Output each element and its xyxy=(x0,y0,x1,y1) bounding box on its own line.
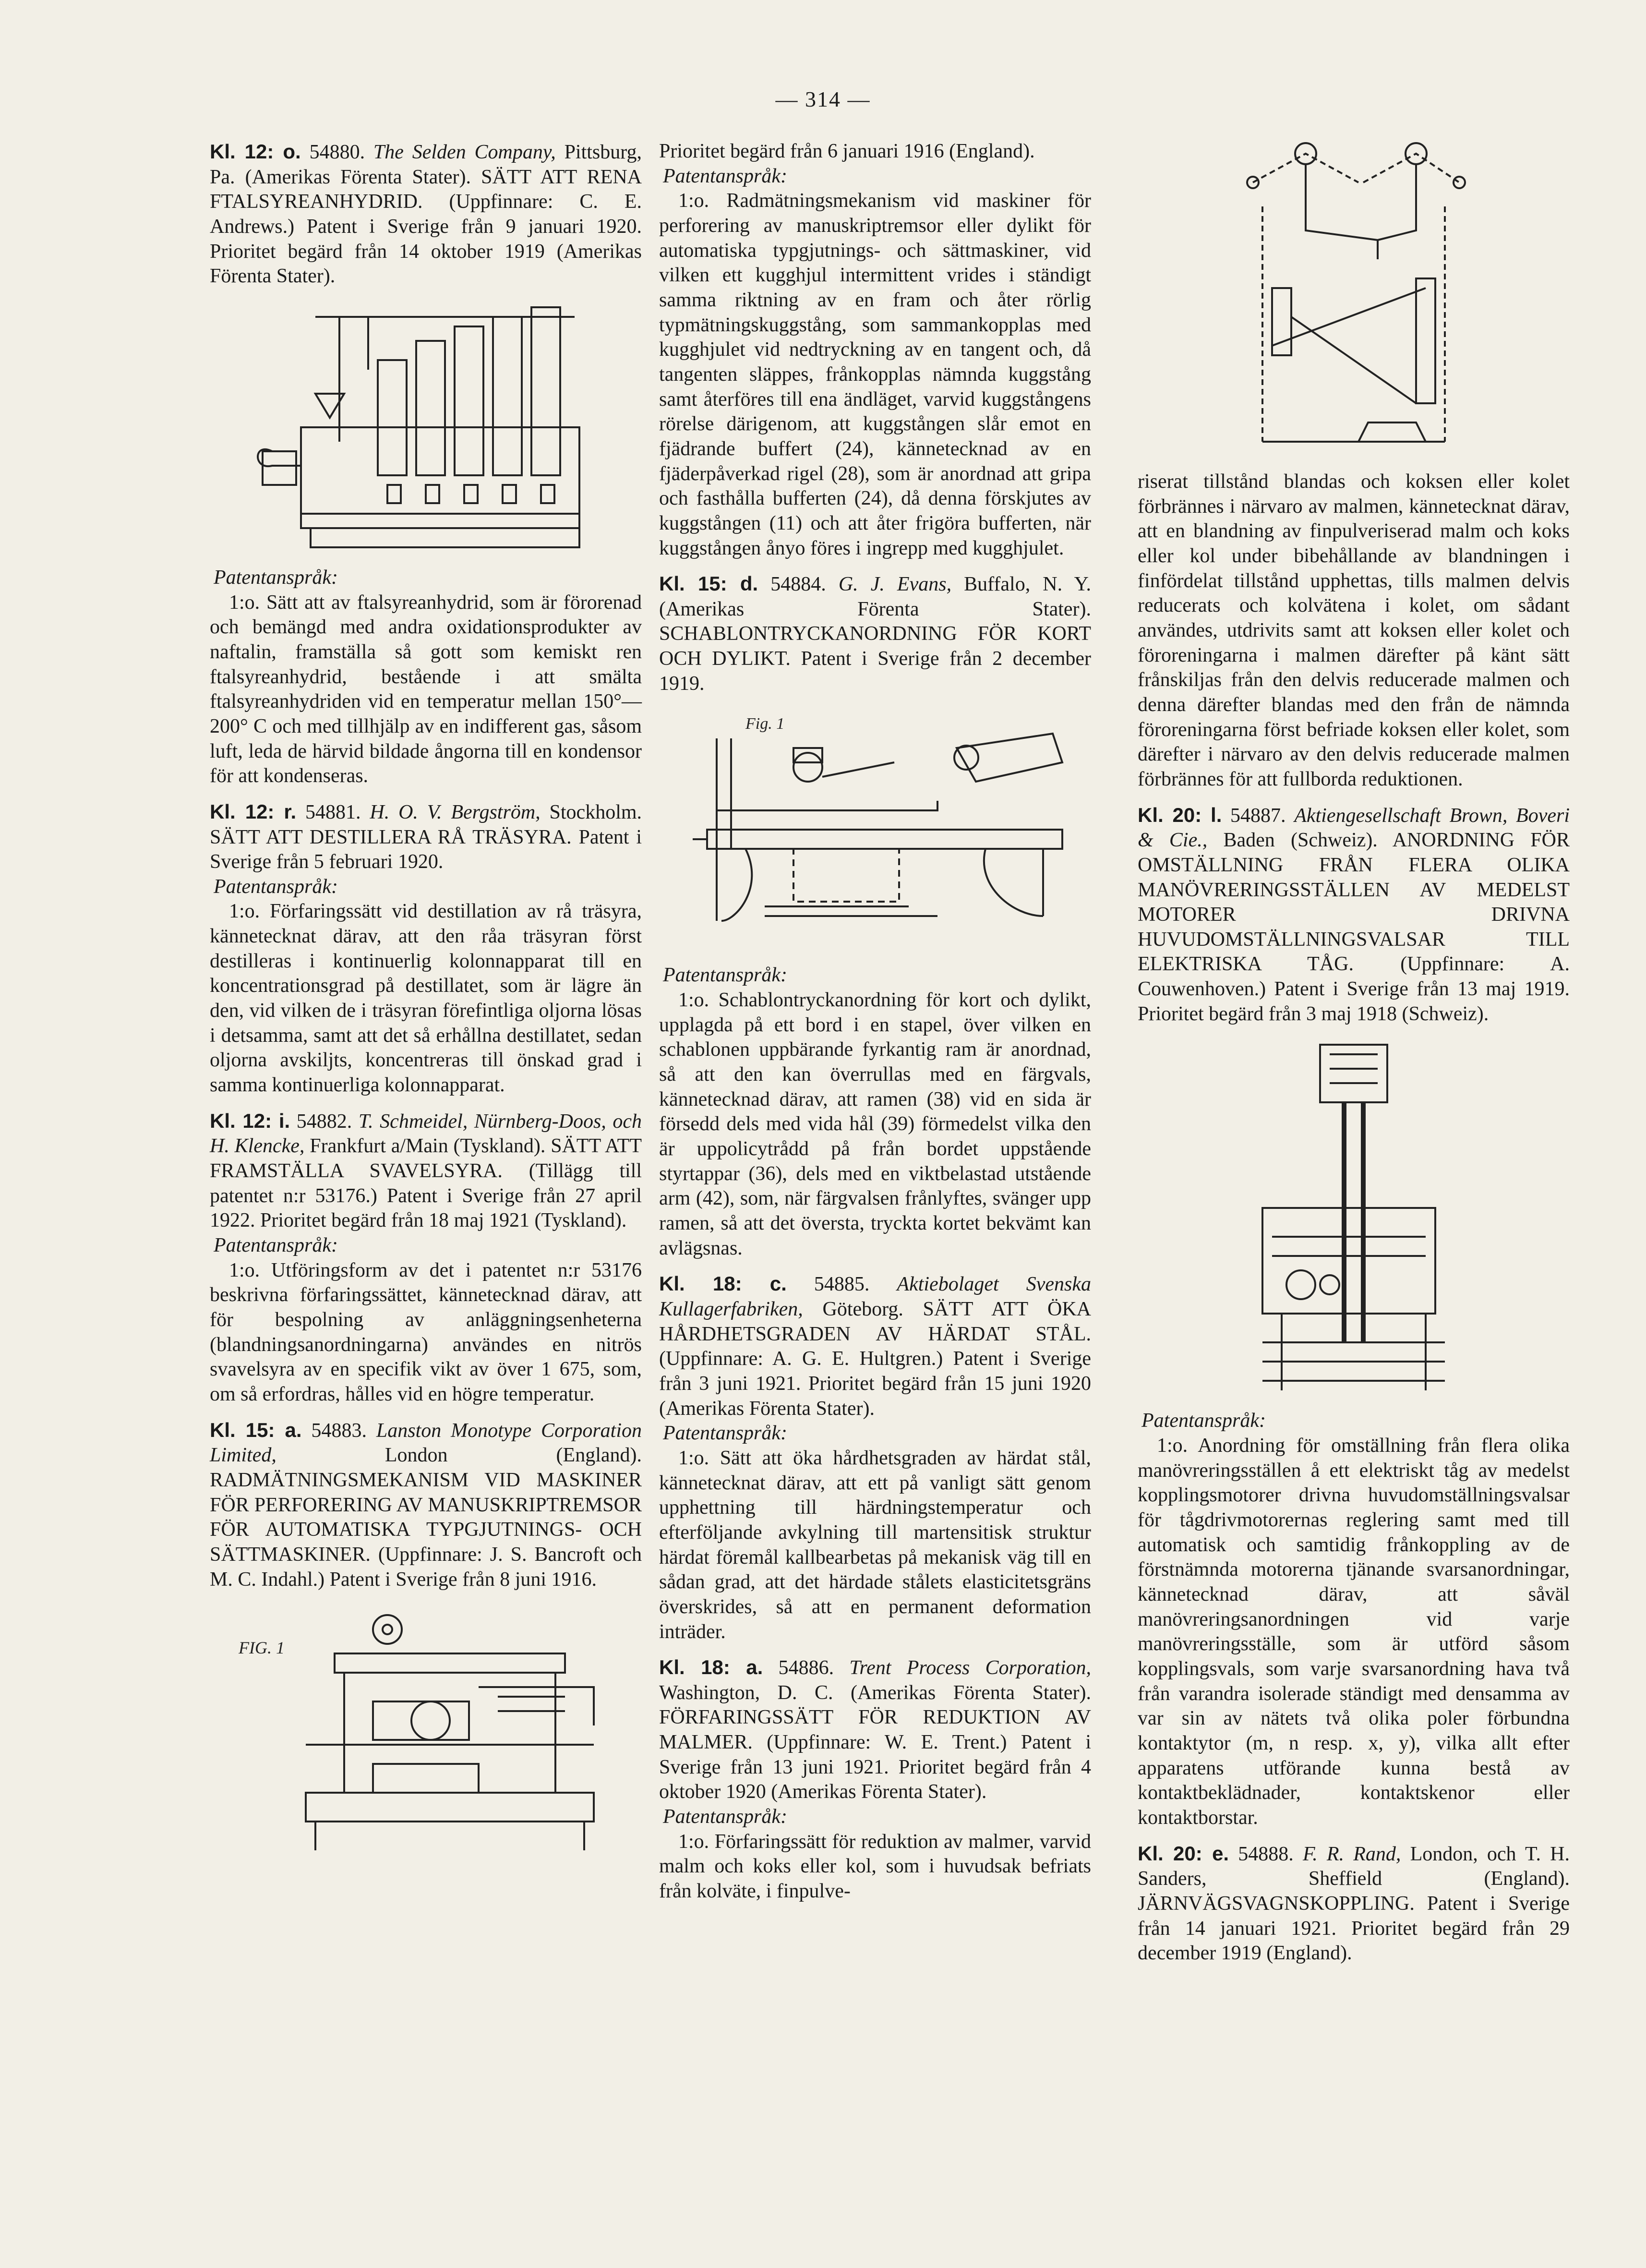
patent-number: 54886. xyxy=(778,1657,834,1679)
patent-class: Kl. 18: a. xyxy=(659,1656,763,1679)
patent-owner: Lanston Monotype Corporation Limited, xyxy=(210,1419,642,1467)
claims-label: Patentanspråk: xyxy=(663,1806,787,1828)
patent-details: Frankfurt a/Main (Tyskland). SÄTT ATT FRAMSTÄLLA SVAVELSYRA. (Tillägg till patentet n:r 53176.) Patent i Sverige från 27 april 1922. Prioritet begärd från 18 maj 1921 (Tyskland). xyxy=(210,1135,642,1232)
patent-details: Pittsburg, Pa. (Amerikas Förenta Stater). SÄTT ATT RENA FTALSYREANHYDRID. (Uppfinnare: C. E. Andrews.) Patent i Sverige från 9 januari 1920. Prioritet begärd från 14 oktober 1919 (Amerikas Förenta Stater). xyxy=(210,141,642,288)
patent-owner: Aktiengesellschaft Brown, Boveri & Cie., xyxy=(1138,804,1570,852)
patent-entry-54887 xyxy=(1138,803,1570,1831)
claims-label: Patentanspråk: xyxy=(663,964,787,987)
patent-entry-54886-continued xyxy=(1138,470,1570,792)
claim-text: 1:o. Förfaringssätt vid destillation av rå träsyra, kännetecknat därav, att den råa träsyran först destilleras i kontinuerlig kolonnapparat till en koncentrationsgrad på destillatet, som är lägre än den, vid vilken de i träsyran förefintliga oljorna lösas i detsamma, samt att det så erhållna destillatet, sedan oljorna avskiljts, koncentreras till önskad grad i samma kontinuerliga kolonnapparat. xyxy=(210,900,642,1097)
patent-details: Göteborg. SÄTT ATT ÖKA HÅRDHETSGRADEN AV HÄRDAT STÅL. (Uppfinnare: A. G. E. Hultgren.) Patent i Sverige från 3 juni 1921. Prioritet begärd från 15 juni 1920 (Amerikas Förenta Stater). xyxy=(659,1298,1092,1420)
claims-label: Patentanspråk: xyxy=(214,875,338,898)
patent-number: 54882. xyxy=(296,1110,352,1133)
patent-details: Stockholm. SÄTT ATT DESTILLERA RÅ TRÄSYRA. Patent i Sverige från 5 februari 1920. xyxy=(210,801,642,873)
claim-text: 1:o. Anordning för omställning från flera olika manövreringsställen å ett elektriskt tåg av medelst kopplingsmotorer drivna huvudomställningsvalsar för tågdrivmotorernas reglering samt med till automatisk och samtidig frånkoppling av de förstnämnda motorerna tjänande svarsanordningar, kännetecknad därav, att såväl manövreringsanordningen vid varje manövreringsställe, som är utförd såsom kopplingsvals, som varje svarsanordning hava två från varandra isolerade ständigt med densamma av var sin av nätets två olika poler förbundna kontaktytor (m, n resp. x, y), vilka allt efter apparatens utförande kunna bestå av kontaktbeklädnader, kontaktskenor eller kontaktborstar. xyxy=(1138,1435,1570,1829)
patent-number: 54887. xyxy=(1230,804,1286,827)
patent-class: Kl. 15: a. xyxy=(210,1418,302,1441)
column-middle xyxy=(659,139,1091,1915)
patent-entry-54886 xyxy=(659,1655,1091,1904)
priority-text: Prioritet begärd från 6 januari 1916 (England). xyxy=(659,140,1035,162)
claim-text: 1:o. Radmätningsmekanism vid maskiner för perforering av manuskriptremsor eller dylikt för automatiska typgjutnings- och sättmaskiner, vid vilken ett kugghjul intermittent vrides i ständigt samma riktning av en fram och åter rörlig typmätningskuggstång, som sammankopplas med kugghjulet vid nedtryckning av en tangent och, då tangenten släppes, frånkopplas nämnda kuggstång samt återföres till ena ändläget, varvid kuggstångens rörelse därigenom, att kuggstången slår emot en fjädrande buffert (24), kännetecknad av en fjäderpåverkad rigel (28), som är anordnad att gripa och fasthålla bufferten (24), då denna förskjutes av kuggstången (11) och att åter frigöra bufferten, när kuggstången ånyo föres i ingrepp med kugghjulet. xyxy=(659,190,1091,559)
claim-text: 1:o. Utföringsform av det i patentet n:r 53176 beskrivna förfaringssättet, kännetecknad därav, att för bespolning av anläggningsenheterna (blandningsanordningarna) användes en nitrös svavelsyra av en specifik vikt av över 1 675, som, om så erfordras, hålles vid en högre temperatur. xyxy=(210,1259,642,1405)
column-left xyxy=(210,139,642,1870)
patent-owner: H. O. V. Bergström, xyxy=(370,801,541,823)
patent-class: Kl. 20: l. xyxy=(1138,803,1222,826)
page-number: — 314 — xyxy=(775,87,871,111)
patent-class: Kl. 20: e. xyxy=(1138,1842,1229,1865)
patent-details: London (England). RADMÄTNINGSMEKANISM VID MASKINER FÖR PERFORERING AV MANUSKRIPTREMSOR FÖR AUTOMATISKA TYPGJUTNINGS- OCH SÄTTMASKINER. (Uppfinnare: J. S. Bancroft och M. C. Indahl.) Patent i Sverige från 8 juni 1916. xyxy=(210,1444,642,1591)
claim-text: 1:o. Schablontryckanordning för kort och dylikt, upplagda på ett bord i en stapel, över vilken en schablonen uppbärande fyrkantig ram är anordnad, så att den kan överrullas med en färgvals, kännetecknad därav, att ramen (38) vid en sida är försedd dels med vida hål (39) förmedelst vilka den är uppolicytrådd på från bordet uppstående styrtappar (36), dels med en viktbelastad utstående arm (42), som, när färgvalsen frånlyftes, svänger upp ramen, så att det översta, tryckta kortet bekvämt kan avlägsnas. xyxy=(659,989,1091,1259)
patent-number: 54880. xyxy=(309,141,365,163)
patent-owner: The Selden Company, xyxy=(373,141,556,163)
patent-entry-54880 xyxy=(210,139,642,789)
patent-class: Kl. 12: r. xyxy=(210,800,297,823)
figure-stencil-printing-device xyxy=(669,705,1081,954)
claim-continuation: riserat tillstånd blandas och koksen eller kolet förbrännes i närvaro av malmen, kännetecknat därav, att en blandning av finpulveriserad malm och koks eller kol under bibehållande av blandningen i finfördelat tillstånd upphettas, tills malmen delvis reducerats och kolvätena i kolet, om sådant användes, utdrivits samt att koksen eller kolet och föroreningarna i malmen därefter på känt sätt frånskiljas från den delvis reducerade malmen och denna därefter blandas med den från de nämnda föroreningarna först befriade koksen eller kolet, som därefter i närvaro av den delvis reducerade malmen förbrännes för att fullborda reduktionen. xyxy=(1138,470,1570,790)
patent-owner: T. Schmeidel, Nürnberg-Doos, och H. Klencke, xyxy=(210,1110,642,1158)
claims-label: Patentanspråk: xyxy=(663,165,787,187)
patent-entry-54888 xyxy=(1138,1841,1570,1966)
patent-number: 54888. xyxy=(1238,1843,1294,1865)
patent-class: Kl. 12: i. xyxy=(210,1109,290,1132)
claim-text: 1:o. Förfaringssätt för reduktion av malmer, varvid malm och koks eller kol, som i huvudsak befriats från kolväte, i finpulve- xyxy=(659,1830,1091,1903)
patent-owner: F. R. Rand, xyxy=(1302,1843,1401,1865)
patent-number: 54885. xyxy=(814,1273,870,1296)
figure-switching-arrangement xyxy=(1243,1035,1464,1400)
patent-entry-54884 xyxy=(659,571,1091,1261)
patent-class: Kl. 15: d. xyxy=(659,572,758,595)
patent-entry-54882 xyxy=(210,1109,642,1407)
claim-text: 1:o. Sätt att av ftalsyreanhydrid, som är förorenad och bemängd med andra oxidationsprodukter av naftalin, framställa så gott som kemiskt ren ftalsyreanhydrid, bestående i att smälta ftalsyreanhydriden vid en temperatur mellan 150°—200° C och med tillhjälp av en indifferent gas, såsom luft, leda de härvid bildade ångorna till en kondensor för att kondenseras. xyxy=(210,591,642,787)
figure-distillation-apparatus xyxy=(243,298,608,557)
figure-coupling-diagram xyxy=(1234,134,1474,461)
figure-row-measuring-mechanism xyxy=(229,1601,623,1860)
patent-details: Baden (Schweiz). ANORDNING FÖR OMSTÄLLNING FRÅN FLERA OLIKA MANÖVRERINGSSTÄLLEN AV MEDELST MOTORER DRIVNA HUVUDOMSTÄLLNINGSVALSAR TILL ELEKTRISKA TÅG. (Uppfinnare: A. Couwenhoven.) Patent i Sverige från 13 maj 1919. Prioritet begärd från 3 maj 1918 (Schweiz). xyxy=(1138,829,1570,1025)
column-right xyxy=(1138,134,1570,1977)
patent-owner: Trent Process Corporation, xyxy=(849,1657,1092,1679)
figure-label: FIG. 1 xyxy=(239,1638,285,1658)
patent-details: Buffalo, N. Y. (Amerikas Förenta Stater). SCHABLONTRYCKANORDNING FÖR KORT OCH DYLIKT. Patent i Sverige från 2 december 1919. xyxy=(659,573,1092,695)
patent-number: 54881. xyxy=(305,801,361,823)
patent-entry-54883 xyxy=(210,1418,642,1860)
patent-details: London, och T. H. Sanders, Sheffield (England). JÄRNVÄGSVAGNSKOPPLING. Patent i Sverige från 14 januari 1921. Prioritet begärd från 29 december 1919 (England). xyxy=(1138,1843,1570,1965)
patent-number: 54884. xyxy=(770,573,826,596)
claims-label: Patentanspråk: xyxy=(214,1234,338,1256)
patent-owner: Aktiebolaget Svenska Kullagerfabriken, xyxy=(659,1273,1091,1320)
patent-entry-54883-continued xyxy=(659,139,1091,561)
patent-owner: G. J. Evans, xyxy=(838,573,952,596)
claims-label: Patentanspråk: xyxy=(1141,1410,1266,1432)
claims-label: Patentanspråk: xyxy=(214,566,338,589)
patent-number: 54883. xyxy=(311,1419,367,1442)
patent-details: Washington, D. C. (Amerikas Förenta Stater). FÖRFARINGSSÄTT FÖR REDUKTION AV MALMER. (Uppfinnare: W. E. Trent.) Patent i Sverige från 13 juni 1921. Prioritet begärd från 4 oktober 1920 (Amerikas Förenta Stater). xyxy=(659,1681,1091,1803)
patent-class: Kl. 12: o. xyxy=(210,140,301,163)
patent-entry-54881 xyxy=(210,799,642,1098)
patent-class: Kl. 18: c. xyxy=(659,1272,787,1295)
patent-entry-54885 xyxy=(659,1271,1091,1644)
claim-text: 1:o. Sätt att öka hårdhetsgraden av härdat stål, kännetecknat därav, att ett på vanligt sätt genom upphettning till härdningstemperatur och efterföljande avkylning till martensitisk struktur härdat föremål kallbearbetas på mekanisk väg till en sådan grad, att det härdade stålets elasticitetsgräns överskrides, så att en permanent deformation inträder. xyxy=(659,1447,1091,1643)
claims-label: Patentanspråk: xyxy=(663,1422,787,1445)
figure-label: Fig. 1 xyxy=(745,715,785,733)
